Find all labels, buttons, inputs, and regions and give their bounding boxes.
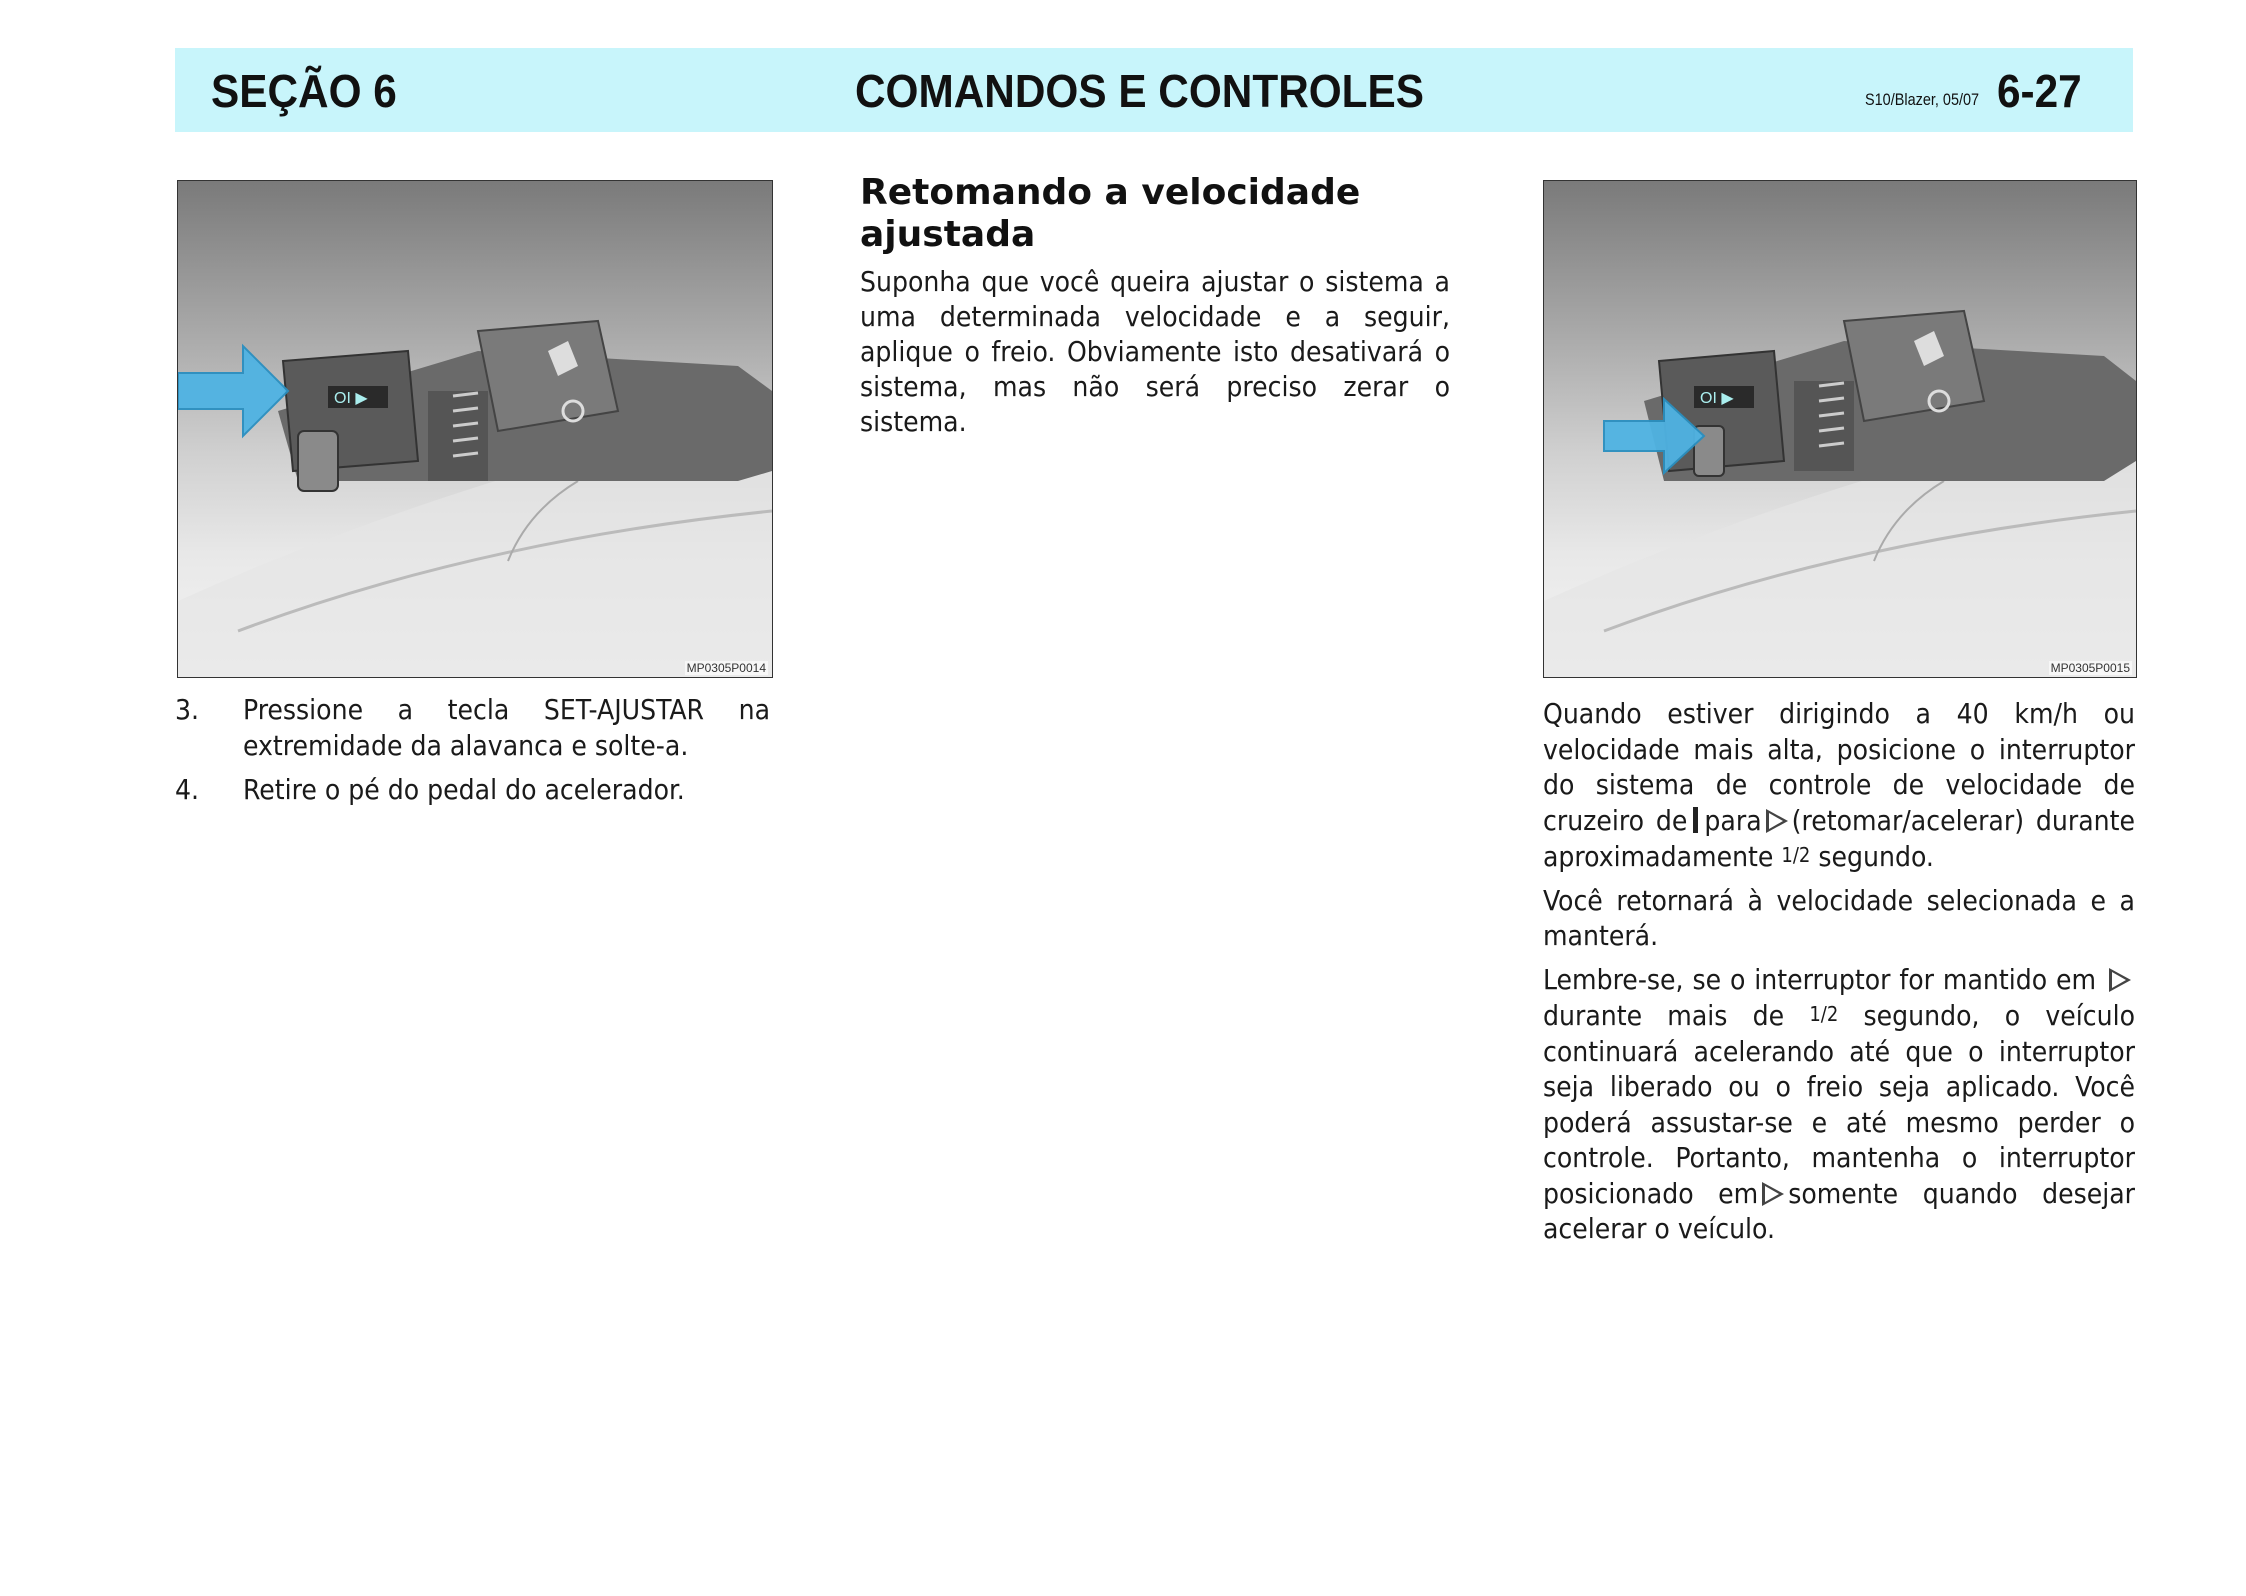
resume-triangle-icon [1762, 1182, 1784, 1206]
section-heading: Retomando a velocidade ajustada [860, 172, 1361, 255]
list-item [175, 692, 770, 764]
manual-reference: S10/Blazer, 05/07 [1865, 90, 1980, 109]
step-text: Pressione a tecla SET-AJUSTAR na extremidade da alavanca e solte-a. [243, 693, 770, 762]
steps-list [175, 692, 770, 816]
lever-illustration [178, 181, 772, 677]
text: (retomar/acelerar) durante aproximadamente [1543, 803, 2135, 873]
section-body: Suponha que você queira ajustar o sistema a uma determinada velocidade e a seguir, aplique o freio. Obviamente isto desativará o sistema, mas não será preciso zerar o sistema. [860, 265, 1450, 438]
paragraph: Você retornará à velocidade selecionada e a manterá. [1543, 883, 2135, 952]
resume-triangle-icon [2109, 968, 2131, 992]
text: segundo, o veículo continuará acelerando até que o interruptor seja liberado ou o freio seja aplicado. Você poderá assustar-se e até mesmo perder o controle. Portanto, mantenha o interruptor posicionado em [1543, 999, 2135, 1210]
text: Quando estiver dirigindo a 40 km/h ou velocidade mais alta, posicione o interruptor do sistema de controle de velocidade de cruzeiro de [1543, 697, 2135, 837]
set-position-bar-icon [1693, 807, 1698, 833]
cruise-control-lever-figure-set [177, 180, 773, 678]
resume-instructions [1543, 696, 2135, 1255]
svg-text:OI ▶: OI ▶ [334, 390, 368, 407]
page-number: 6-27 [1997, 65, 2082, 117]
cruise-control-lever-figure-resume [1543, 180, 2137, 678]
step-number: 4. [175, 773, 200, 806]
step-number: 3. [175, 693, 200, 726]
text: durante mais de [1543, 999, 1785, 1032]
figure-code: MP0305P0014 [686, 661, 766, 675]
paragraph [1543, 962, 2135, 1247]
figure-code: MP0305P0015 [2050, 661, 2130, 675]
svg-text:OI ▶: OI ▶ [1700, 390, 1734, 407]
list-item [175, 772, 770, 808]
fraction: 1/2 [1781, 843, 1811, 867]
text: segundo. [1818, 840, 1934, 873]
lever-illustration [1544, 181, 2136, 677]
chapter-title: COMANDOS E CONTROLES [855, 65, 1424, 117]
step-text: Retire o pé do pedal do acelerador. [243, 773, 685, 806]
text: para [1704, 803, 1762, 837]
resume-triangle-icon [1766, 809, 1788, 833]
section-label: SEÇÃO 6 [211, 65, 397, 117]
page-header [175, 48, 2133, 132]
text: somente quando desejar acelerar o veículo. [1543, 1176, 2136, 1245]
text: Lembre-se, se o interruptor for mantido em [1543, 962, 2097, 996]
paragraph [1543, 696, 2135, 875]
fraction: 1/2 [1809, 1002, 1839, 1026]
